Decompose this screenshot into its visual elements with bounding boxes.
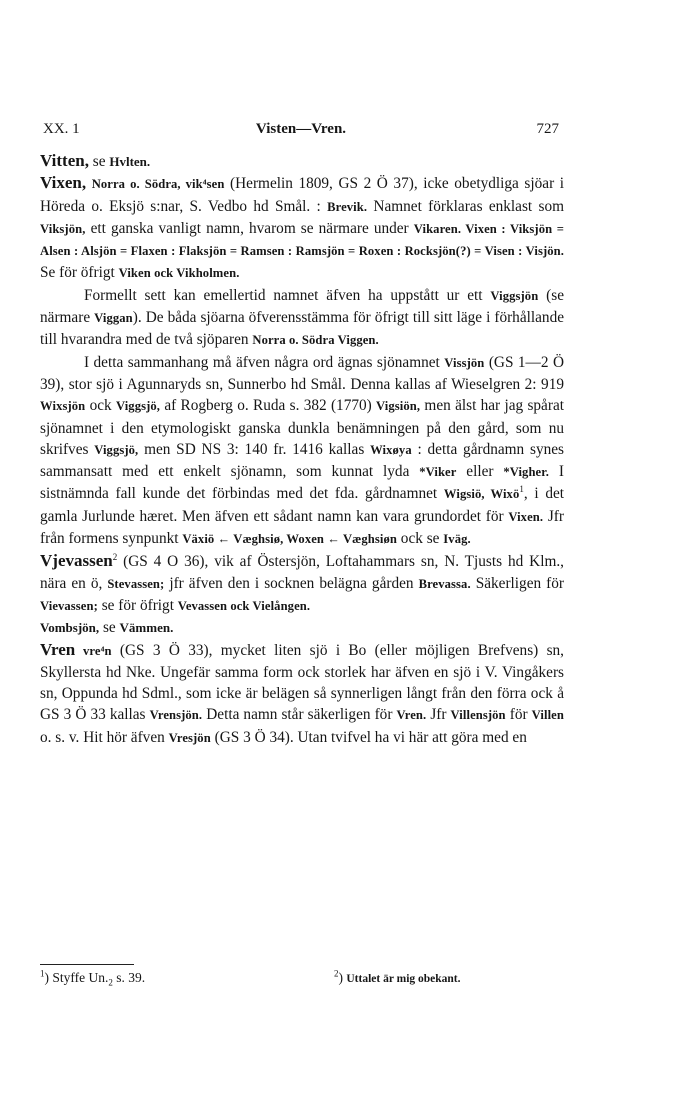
entry-vombsjon: Vombsjön, se Vämmen. xyxy=(40,619,174,637)
headword: Vren xyxy=(40,639,76,659)
cross-reference: Vämmen. xyxy=(119,620,174,636)
entry-vixen: Vixen, Norra o. Södra, vik⁴sen (Hermelin 1809, GS 2 Ö 37), icke obetydliga sjöar i Höreda o. Eksjö s:nar, S. Vedbo hd Smål. : Brevik. Namnet förklaras enklast som Viksjön, ett ganska vanligt namn, hvarom se närmare under Vikaren. Vixen : Viksjön = Alsen : Alsjön = Flaxen : Flaksjön = Ramsen : Ramsjön = Roxen : Rocksjön(?) = Visen : Visjön. Se för öfrigt Viken ock Vikholmen. xyxy=(40,173,564,282)
headword: Vjevassen xyxy=(40,551,113,571)
page-number: 727 xyxy=(536,121,559,137)
entry-vren: Vren vre⁴n (GS 3 Ö 33), mycket liten sjö i Bo (eller möjligen Brefvens) sn, Skyllersta hd Nke. Ungefär samma form ock storlek har äfven en sjö i V. Vingåkers sn, Oppunda hd Sdml., som icke är belägen så synnerligen långt från den förra ock å GS 3 Ö 33 kallas Vrensjön. Detta namn står säkerligen för Vren. Jfr Villensjön för Villen o. s. v. Hit hör äfven Vresjön (GS 3 Ö 34). Utan tvifvel ha vi här att göra med en xyxy=(40,639,565,746)
entry-vitten: Vitten, se Hvlten. xyxy=(40,151,151,170)
footnote-divider xyxy=(40,964,134,965)
footnote-2: $^2$) Uttalet är mig obekant. xyxy=(334,968,461,985)
section-number: XX. 1 xyxy=(43,121,80,137)
cross-reference: Hvlten. xyxy=(109,154,151,169)
main-text xyxy=(40,150,564,749)
running-title: Visten—Vren. xyxy=(255,121,347,137)
footnote-marker: 2 xyxy=(112,552,118,563)
headword: Vombsjön, xyxy=(40,620,100,636)
paragraph-formellt: Formellt sett kan emellertid namnet äfven ha uppstått ur ett Viggsjön (se närmare Viggan). De båda sjöarna öfverensstämma för öfrigt till sitt läge i förhållande till hvarandra med de två sjöparen Norra o. Södra Viggen. xyxy=(40,286,565,349)
headword: Vixen, xyxy=(40,173,87,193)
footnote-1: $^1$) Styffe $Un._2$ s. 39. xyxy=(40,968,146,988)
paragraph-vissjon: I detta sammanhang må äfven några ord ägnas sjönamnet Vissjön (GS 1—2 Ö 39), stor sjö i Agunnaryds sn, Sunnerbo hd Smål. Denna kallas af Wieselgren 2: 919 Wixsjön ock Viggsjö, af Rogberg o. Ruda s. 382 (1770) Vigsiön, men älst har jag spårat sjönamnet i den etymologiskt ganska dunkla benämningen på den gård, som nu skrifves Viggsjö, men SD NS 3: 140 fr. 1416 kallas Wixøya : detta gårdnamn synes sammansatt med ett enkelt sjönamn, som kunnat lyda *Viker eller *Vigher. I sistnämnda fall kunde det förbindas med det fda. gårdnamnet Wigsiö, Wixö$^1$, i det gamla Jurlunde hæret. Men äfven ett sådant namn kan vara grundordet för Vixen. Jfr från formens synpunkt Växiö ← Væghsiø, Woxen ← Væghsiøn ock se Iväg. xyxy=(40,353,565,548)
entry-vjevassen: Vjevassen$^2$ (GS 4 O 36), vik af Östersjön, Loftahammars sn, N. Tjusts hd Klm., nära en ö, Stevassen; jfr äfven den i socknen belägna gården Brevassa. Säkerligen för Vievassen; se för öfrigt Vevassen ock Vielången. xyxy=(40,551,564,614)
footnote-marker: 1 xyxy=(519,484,524,495)
headword: Vitten, xyxy=(40,151,89,170)
running-header xyxy=(43,121,559,141)
